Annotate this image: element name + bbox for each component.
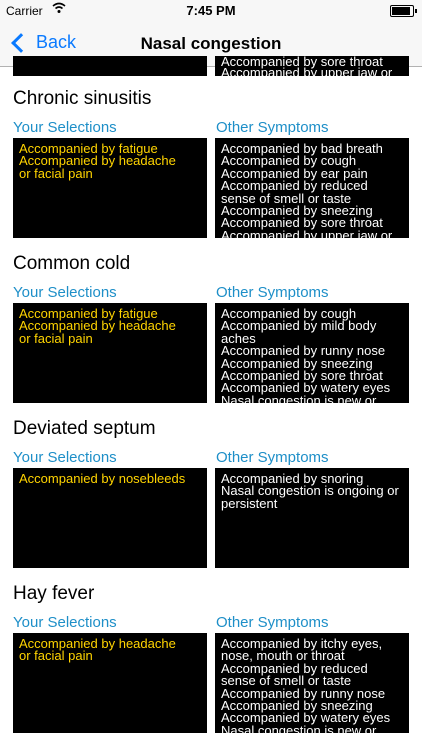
list-item: Accompanied by fatigue — [19, 306, 158, 321]
list-item: Accompanied by upper jaw or — [221, 65, 393, 80]
previous-selections-box — [13, 56, 207, 76]
list-item: nose, mouth or throat — [221, 648, 345, 664]
your-selections-label: Your Selections — [13, 449, 117, 466]
list-item: Accompanied by reduced — [221, 178, 368, 194]
previous-other-box — [215, 54, 409, 80]
list-item: Accompanied by itchy eyes, — [221, 636, 383, 651]
list-item: Accompanied by runny nose — [221, 685, 386, 701]
back-label: Back — [36, 32, 77, 52]
list-item: Accompanied by sore throat — [221, 54, 383, 69]
other-symptoms-box[interactable] — [215, 138, 409, 243]
list-item: Accompanied by runny nose — [221, 343, 386, 359]
previous-section-tail — [0, 54, 422, 80]
battery-icon — [390, 5, 414, 17]
list-item: Accompanied by ear pain — [221, 165, 368, 181]
list-item: Accompanied by bad breath — [221, 141, 383, 156]
page-title: Nasal congestion — [140, 34, 282, 53]
list-item: Accompanied by mild body — [221, 318, 377, 334]
your-selections-box — [13, 468, 207, 568]
list-item: Accompanied by reduced — [221, 660, 368, 676]
your-selections-label: Your Selections — [13, 614, 117, 631]
status-bar — [0, 0, 422, 22]
list-item: sense of smell or taste — [221, 673, 352, 689]
other-symptoms-label: Other Symptoms — [216, 614, 329, 631]
list-item: Nasal congestion is ongoing or — [221, 483, 399, 499]
list-item: Nasal congestion is new or — [221, 392, 377, 408]
list-item: Accompanied by headache — [19, 318, 176, 334]
list-item: Accompanied by nosebleeds — [19, 471, 186, 486]
condition-title: Chronic sinusitis — [13, 88, 152, 109]
list-item: Accompanied by sneezing — [221, 698, 373, 714]
list-item: aches — [221, 330, 256, 346]
other-symptoms-box[interactable] — [215, 303, 409, 408]
list-item: Accompanied by headache — [19, 636, 176, 651]
condition-title: Hay fever — [13, 583, 95, 604]
other-symptoms-label: Other Symptoms — [216, 119, 329, 136]
condition-section — [0, 88, 422, 253]
condition-section — [0, 583, 422, 748]
other-symptoms-box[interactable] — [215, 633, 409, 738]
other-symptoms-label: Other Symptoms — [216, 449, 329, 466]
list-item: Accompanied by fatigue — [19, 141, 158, 156]
results-list[interactable] — [0, 54, 422, 750]
your-selections-label: Your Selections — [13, 284, 117, 301]
condition-title: Common cold — [13, 253, 131, 274]
list-item: Accompanied by watery eyes — [221, 710, 391, 726]
other-symptoms-box[interactable] — [215, 468, 409, 568]
list-item: Accompanied by headache — [19, 153, 176, 169]
carrier-label: Carrier — [6, 4, 43, 18]
list-item: Accompanied by cough — [221, 153, 357, 169]
condition-title: Deviated septum — [13, 418, 156, 439]
your-selections-label: Your Selections — [13, 119, 117, 136]
list-item: Accompanied by sneezing — [221, 355, 373, 371]
list-item: Accompanied by snoring — [221, 471, 364, 486]
status-time: 7:45 PM — [186, 3, 236, 18]
list-item: Accompanied by sore throat — [221, 215, 383, 231]
list-item: persistent — [221, 495, 278, 511]
list-item: Nasal congestion is new or — [221, 722, 377, 738]
your-selections-box — [13, 303, 207, 403]
list-item: Accompanied by sore throat — [221, 368, 383, 384]
list-item: Accompanied by upper jaw or — [221, 227, 393, 243]
your-selections-box — [13, 633, 207, 733]
your-selections-box — [13, 138, 207, 238]
other-symptoms-label: Other Symptoms — [216, 284, 329, 301]
condition-section — [0, 253, 422, 418]
list-item: or facial pain — [19, 165, 93, 181]
condition-section — [0, 418, 422, 583]
list-item: Accompanied by sneezing — [221, 203, 373, 219]
list-item: or facial pain — [19, 330, 93, 346]
list-item: or facial pain — [19, 648, 93, 664]
list-item: Accompanied by watery eyes — [221, 380, 391, 396]
list-item: Accompanied by cough — [221, 306, 357, 321]
list-item: sense of smell or taste — [221, 190, 352, 206]
